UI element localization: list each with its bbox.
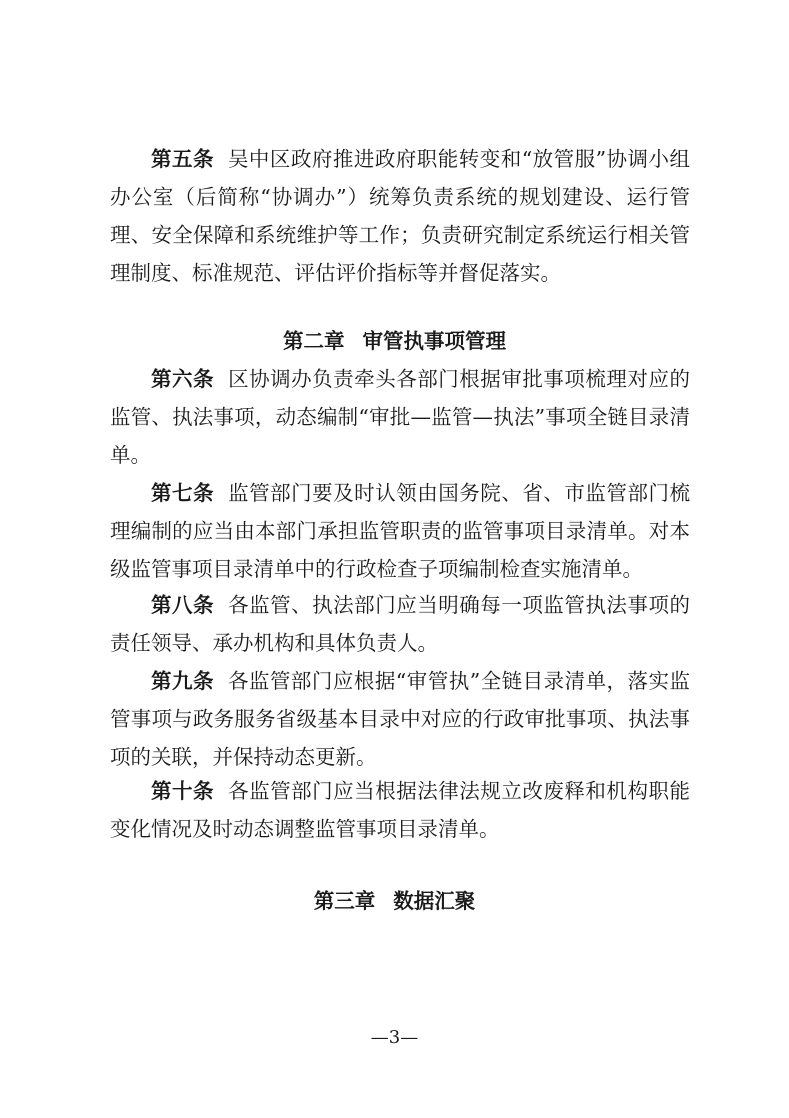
article-label: 第六条 — [151, 367, 215, 391]
chapter-title: 数据汇聚 — [393, 889, 476, 913]
article-text: 监管部门要及时认领由国务院、省、市监管部门梳理编制的应当由本部门承担监管职责的监管事项目录清单。对本级监管事项目录清单中的行政检查子项编制检查实施清单。 — [110, 481, 690, 581]
chapter-heading — [0, 882, 789, 920]
article-label: 第十条 — [151, 779, 215, 803]
article-text: 各监管、执法部门应当明确每一项监管执法事项的责任领导、承办机构和具体负责人。 — [110, 593, 690, 655]
chapter-heading — [0, 322, 789, 360]
article-9 — [110, 662, 690, 776]
article-label: 第五条 — [151, 147, 214, 171]
article-text: 区协调办负责牵头各部门根据审批事项梳理对应的监管、执法事项，动态编制“审批—监管—执法”事项全链目录清单。 — [110, 367, 690, 467]
article-label: 第七条 — [151, 481, 215, 505]
article-10 — [110, 772, 690, 848]
article-text: 各监管部门应当根据法律法规立改废释和机构职能变化情况及时动态调整监管事项目录清单。 — [110, 779, 690, 841]
article-label: 第八条 — [151, 593, 215, 617]
page-number: —3— — [370, 1027, 419, 1048]
article-6 — [110, 360, 690, 474]
article-7 — [110, 474, 690, 588]
article-label: 第九条 — [151, 669, 214, 693]
article-5 — [110, 140, 690, 292]
chapter-number: 第三章 — [313, 889, 376, 913]
article-text: 各监管部门应根据“审管执”全链目录清单，落实监管事项与政务服务省级基本目录中对应的行政审批事项、执法事项的关联，并保持动态更新。 — [110, 669, 690, 769]
article-text: 吴中区政府推进政府职能转变和“放管服”协调小组办公室（后简称“协调办”）统筹负责系统的规划建设、运行管理、安全保障和系统维护等工作；负责研究制定系统运行相关管理制度、标准规范、评估评价指标等并督促落实。 — [110, 147, 690, 285]
article-8 — [110, 586, 690, 662]
chapter-number: 第二章 — [283, 329, 345, 353]
chapter-title: 审管执事项管理 — [362, 329, 506, 353]
